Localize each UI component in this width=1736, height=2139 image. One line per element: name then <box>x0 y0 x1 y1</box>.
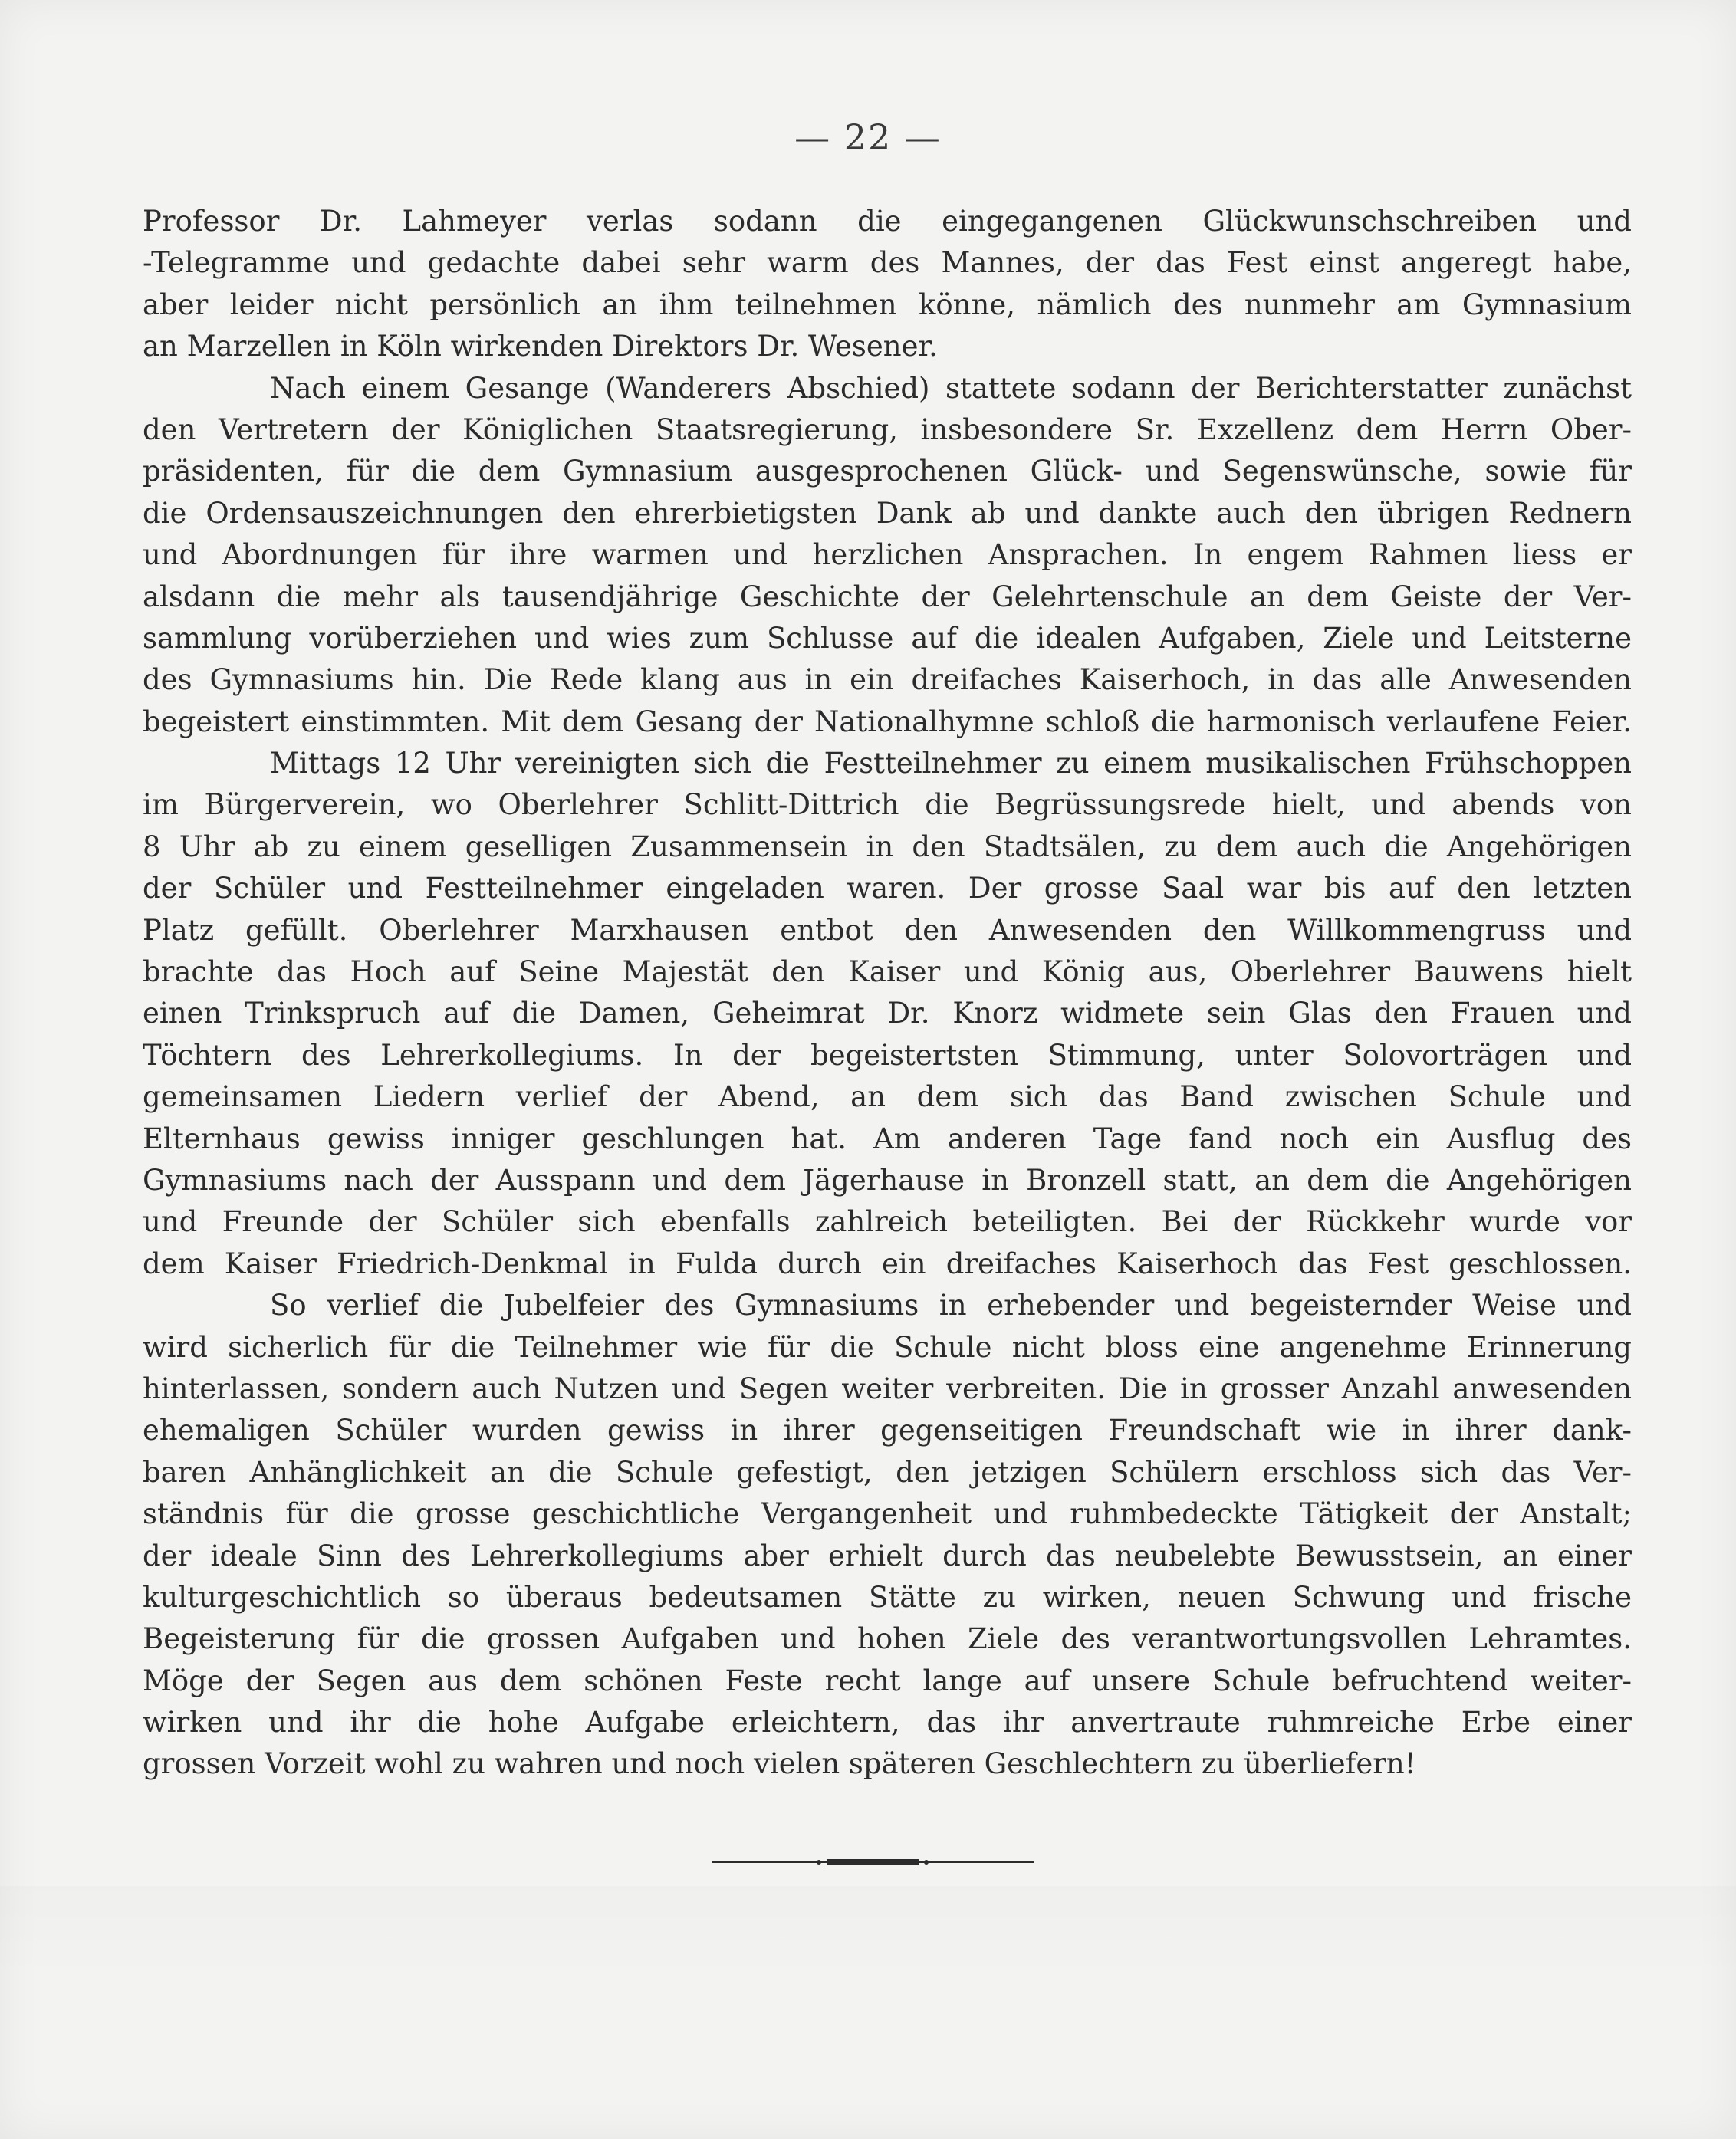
text-line: dem Kaiser Friedrich-Denkmal in Fulda durch ein dreifaches Kaiserhoch das Fest geschlossen. <box>143 1247 1632 1280</box>
text-line: der Schüler und Festteilnehmer eingeladen waren. Der grosse Saal war bis auf den letzten <box>143 872 1632 905</box>
text-line: der ideale Sinn des Lehrerkollegiums aber erhielt durch das neubelebte Bewusstsein, an einer <box>143 1539 1632 1572</box>
text-line: die Ordensauszeichnungen den ehrerbietigsten Dank ab und dankte auch den übrigen Rednern <box>143 496 1632 530</box>
paragraph-start-line: Nach einem Gesange (Wanderers Abschied) stattete sodann der Berichterstatter zunächst <box>270 371 1632 405</box>
text-line: hinterlassen, sondern auch Nutzen und Segen weiter verbreiten. Die in grosser Anzahl anwesenden <box>143 1372 1632 1405</box>
text-line: 8 Uhr ab zu einem geselligen Zusammensein in den Stadtsälen, zu dem auch die Angehörigen <box>143 830 1632 863</box>
page-number: — 22 — <box>794 117 942 158</box>
text-line: brachte das Hoch auf Seine Majestät den Kaiser und König aus, Oberlehrer Bauwens hielt <box>143 955 1632 989</box>
text-line: den Vertretern der Königlichen Staatsregierung, insbesondere Sr. Exzellenz dem Herrn Ober- <box>143 412 1632 446</box>
text-line: präsidenten, für die dem Gymnasium ausgesprochenen Glück- und Segenswünsche, sowie für <box>143 455 1632 488</box>
body-text <box>143 201 1632 1786</box>
text-line: kulturgeschichtlich so überaus bedeutsamen Stätte zu wirken, neuen Schwung und frische <box>143 1580 1632 1614</box>
text-line: ehemaligen Schüler wurden gewiss in ihrer gegenseitigen Freundschaft wie in ihrer dank- <box>143 1414 1632 1447</box>
text-line: Möge der Segen aus dem schönen Feste recht lange auf unsere Schule befruchtend weiter- <box>143 1664 1632 1697</box>
text-line: sammlung vorüberziehen und wies zum Schlusse auf die idealen Aufgaben, Ziele und Leitsterne <box>143 621 1632 655</box>
text-line: Gymnasiums nach der Ausspann und dem Jägerhause in Bronzell statt, an dem die Angehörigen <box>143 1163 1632 1197</box>
text-line: und Freunde der Schüler sich ebenfalls zahlreich beteiligten. Bei der Rückkehr wurde vor <box>143 1205 1632 1239</box>
text-line: alsdann die mehr als tausendjährige Geschichte der Gelehrtenschule an dem Geiste der Ver- <box>143 580 1632 613</box>
text-line: wird sicherlich für die Teilnehmer wie für die Schule nicht bloss eine angenehme Erinnerung <box>143 1330 1632 1364</box>
text-line: Elternhaus gewiss inniger geschlungen hat. Am anderen Tage fand noch ein Ausflug des <box>143 1122 1632 1155</box>
text-line: Platz gefüllt. Oberlehrer Marxhausen entbot den Anwesenden den Willkommengruss und <box>143 913 1632 947</box>
text-line: ständnis für die grosse geschichtliche Vergangenheit und ruhmbedeckte Tätigkeit der Anstalt; <box>143 1497 1632 1531</box>
text-line: aber leider nicht persönlich an ihm teilnehmen könne, nämlich des nunmehr am Gymnasium <box>143 288 1632 321</box>
closing-ornament-rule <box>712 1857 1034 1868</box>
paragraph-start-line: Mittags 12 Uhr vereinigten sich die Festteilnehmer zu einem musikalischen Frühschoppen <box>270 747 1632 780</box>
text-line: wirken und ihr die hohe Aufgabe erleichtern, das ihr anvertraute ruhmreiche Erbe einer <box>143 1706 1632 1740</box>
bleed-through-area <box>0 1886 1736 1978</box>
text-line: begeistert einstimmten. Mit dem Gesang der Nationalhymne schloß die harmonisch verlaufene Feier. <box>143 705 1632 738</box>
text-line: Begeisterung für die grossen Aufgaben und hohen Ziele des verantwortungsvollen Lehramtes. <box>143 1622 1632 1656</box>
text-line: grossen Vorzeit wohl zu wahren und noch vielen späteren Geschlechtern zu überliefern! <box>143 1747 1416 1781</box>
paragraph-start-line: So verlief die Jubelfeier des Gymnasiums in erhebender und begeisternder Weise und <box>270 1289 1632 1322</box>
text-line: baren Anhänglichkeit an die Schule gefestigt, den jetzigen Schülern erschloss sich das Ver- <box>143 1455 1632 1489</box>
text-line: einen Trinkspruch auf die Damen, Geheimrat Dr. Knorz widmete sein Glas den Frauen und <box>143 997 1632 1030</box>
text-line: im Bürgerverein, wo Oberlehrer Schlitt-Dittrich die Begrüssungsrede hielt, und abends von <box>143 788 1632 822</box>
text-line: des Gymnasiums hin. Die Rede klang aus in ein dreifaches Kaiserhoch, in das alle Anwesenden <box>143 663 1632 697</box>
text-line: -Telegramme und gedachte dabei sehr warm des Mannes, der das Fest einst angeregt habe, <box>143 246 1632 280</box>
text-line: und Abordnungen für ihre warmen und herzlichen Ansprachen. In engem Rahmen liess er <box>143 538 1632 572</box>
text-line: Professor Dr. Lahmeyer verlas sodann die eingegangenen Glückwunschschreiben und <box>143 205 1632 238</box>
text-line: gemeinsamen Liedern verlief der Abend, an dem sich das Band zwischen Schule und <box>143 1080 1632 1114</box>
text-line: an Marzellen in Köln wirkenden Direktors Dr. Wesener. <box>143 330 938 363</box>
text-line: Töchtern des Lehrerkollegiums. In der begeistertsten Stimmung, unter Solovorträgen und <box>143 1038 1632 1072</box>
